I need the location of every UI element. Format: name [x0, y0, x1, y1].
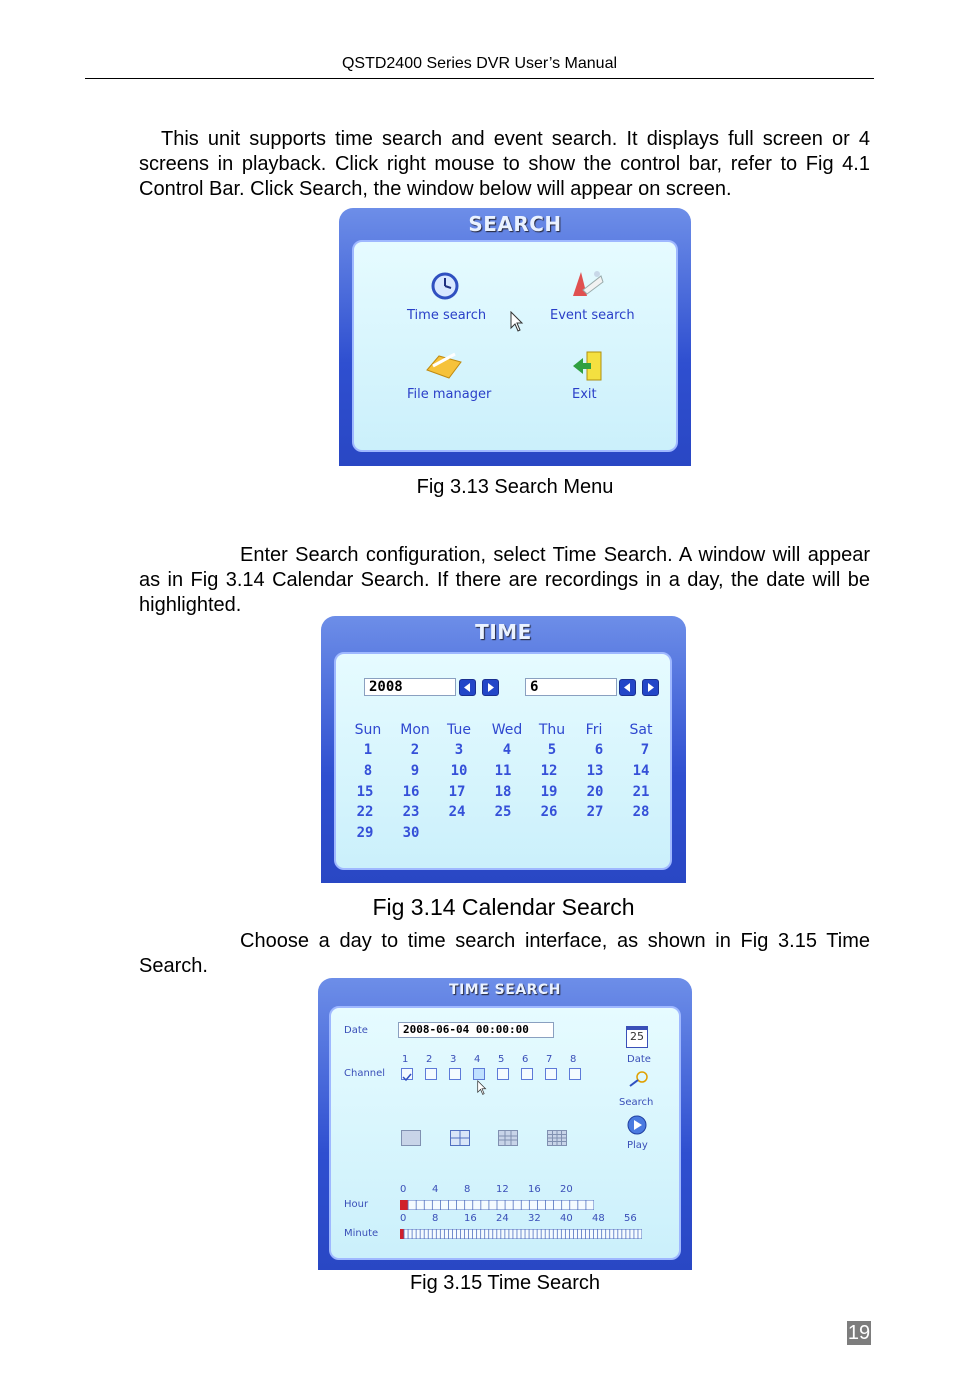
calendar-day[interactable]: 6: [594, 742, 604, 758]
time-search-window: [318, 978, 692, 1270]
weekday-header: Sat: [629, 722, 653, 738]
calendar-day[interactable]: 25: [494, 804, 512, 820]
layout-single-icon[interactable]: [401, 1130, 421, 1146]
paragraph-time-search: Choose a day to time search interface, as shown in Fig 3.15 Time Search.: [139, 930, 870, 977]
layout-quad-icon[interactable]: [450, 1130, 470, 1146]
calendar-day[interactable]: 8: [363, 763, 373, 779]
calendar-day-number: 25: [630, 1030, 644, 1043]
date-time-field[interactable]: 2008-06-04 00:00:00: [398, 1022, 554, 1038]
file-manager-icon[interactable]: [425, 348, 463, 380]
year-field[interactable]: 2008: [364, 678, 456, 696]
channel-checkbox[interactable]: [473, 1068, 485, 1080]
hour-tick: 4: [432, 1184, 439, 1195]
exit-icon[interactable]: [571, 350, 605, 382]
minute-tick: 56: [624, 1213, 637, 1224]
calendar-day[interactable]: 30: [402, 825, 420, 841]
calendar-day[interactable]: 15: [356, 784, 374, 800]
mouse-cursor-icon: [510, 311, 524, 338]
calendar-day[interactable]: 17: [448, 784, 466, 800]
calendar-day[interactable]: 22: [356, 804, 374, 820]
weekday-header: Mon: [400, 722, 430, 738]
minute-label: Minute: [344, 1228, 379, 1239]
calendar-day[interactable]: 2: [410, 742, 420, 758]
channel-number: 6: [522, 1054, 529, 1065]
calendar-day[interactable]: 12: [540, 763, 558, 779]
window-title: SEARCH: [468, 212, 562, 236]
weekday-header: Tue: [447, 722, 471, 738]
minute-tick: 24: [496, 1213, 509, 1224]
channel-checkbox[interactable]: [521, 1068, 533, 1080]
calendar-day[interactable]: 20: [586, 784, 604, 800]
hour-tick: 8: [464, 1184, 471, 1195]
header-text: QSTD2400 Series DVR User’s Manual: [341, 55, 618, 72]
timeline-cursor: [400, 1229, 404, 1239]
figure-caption: Fig 3.15 Time Search: [409, 1272, 601, 1294]
calendar-day[interactable]: 28: [632, 804, 650, 820]
channel-number: 7: [546, 1054, 553, 1065]
channel-number: 1: [402, 1054, 409, 1065]
channel-number: 2: [426, 1054, 433, 1065]
date-button[interactable]: Date: [627, 1054, 651, 1065]
month-prev-button[interactable]: [619, 679, 636, 696]
figure-caption: Fig 3.14 Calendar Search: [372, 894, 635, 920]
calendar-day[interactable]: 9: [410, 763, 420, 779]
calendar-day[interactable]: 13: [586, 763, 604, 779]
minute-timeline[interactable]: [400, 1226, 642, 1244]
calendar-day[interactable]: 10: [450, 763, 468, 779]
timeline-cursor: [400, 1200, 408, 1210]
channel-checkbox[interactable]: [497, 1068, 509, 1080]
exit-button[interactable]: Exit: [572, 387, 597, 402]
paragraph-calendar: Enter Search configuration, select Time Search. A window will appear as in Fig 3.14 Calendar Search. If there are recordings in a day, the date will be highlighted.: [139, 544, 870, 616]
layout-sixteen-icon[interactable]: [547, 1130, 567, 1146]
event-search-icon[interactable]: [569, 268, 605, 300]
month-next-button[interactable]: [642, 679, 659, 696]
month-field[interactable]: 6: [525, 678, 617, 696]
search-menu-window: [339, 208, 691, 466]
channel-checkbox[interactable]: [425, 1068, 437, 1080]
channel-checkbox[interactable]: [401, 1068, 413, 1080]
weekday-header: Fri: [585, 722, 603, 738]
search-menu-panel: [352, 240, 678, 452]
hour-tick: 16: [528, 1184, 541, 1195]
mouse-cursor-icon: [477, 1080, 487, 1101]
minute-tick: 16: [464, 1213, 477, 1224]
minute-tick: 8: [432, 1213, 439, 1224]
hour-tick: 20: [560, 1184, 573, 1195]
minute-tick: 40: [560, 1213, 573, 1224]
calendar-day[interactable]: 16: [402, 784, 420, 800]
window-title: TIME SEARCH: [449, 982, 561, 998]
channel-checkbox[interactable]: [545, 1068, 557, 1080]
calendar-icon[interactable]: [626, 1026, 648, 1048]
search-button[interactable]: Search: [619, 1097, 654, 1108]
year-prev-button[interactable]: [459, 679, 476, 696]
layout-nine-icon[interactable]: [498, 1130, 518, 1146]
calendar-day[interactable]: 3: [454, 742, 464, 758]
search-icon[interactable]: [626, 1070, 650, 1093]
calendar-day[interactable]: 23: [402, 804, 420, 820]
minute-tick: 48: [592, 1213, 605, 1224]
paragraph-intro: This unit supports time search and event search. It displays full screen or 4 screens in playback. Click right mouse to show the control bar, refer to Fig 4.1 Control Bar. Click Search, the window below will appear on screen.: [139, 128, 870, 200]
figure-caption: Fig 3.13 Search Menu: [416, 476, 614, 498]
calendar-day[interactable]: 19: [540, 784, 558, 800]
calendar-day[interactable]: 11: [494, 763, 512, 779]
calendar-day[interactable]: 4: [502, 742, 512, 758]
file-manager-button[interactable]: File manager: [407, 387, 492, 402]
calendar-day[interactable]: 24: [448, 804, 466, 820]
channel-number: 8: [570, 1054, 577, 1065]
calendar-window: [321, 616, 686, 883]
page-header: [85, 55, 874, 79]
channel-checkbox[interactable]: [449, 1068, 461, 1080]
minute-tick: 32: [528, 1213, 541, 1224]
calendar-day[interactable]: 7: [640, 742, 650, 758]
calendar-day[interactable]: 5: [547, 742, 557, 758]
event-search-button[interactable]: Event search: [550, 308, 635, 323]
channel-number: 4: [474, 1054, 481, 1065]
play-button[interactable]: Play: [627, 1140, 648, 1151]
channel-label: Channel: [344, 1068, 386, 1079]
time-search-button[interactable]: Time search: [407, 308, 487, 323]
channel-number: 5: [498, 1054, 505, 1065]
weekday-header: Wed: [491, 722, 523, 738]
minute-tick: 0: [400, 1213, 407, 1224]
channel-checkbox[interactable]: [569, 1068, 581, 1080]
date-label: Date: [344, 1025, 368, 1036]
weekday-header: Thu: [538, 722, 566, 738]
hour-tick: 0: [400, 1184, 407, 1195]
calendar-day[interactable]: 27: [586, 804, 604, 820]
channel-number: 3: [450, 1054, 457, 1065]
calendar-day[interactable]: 21: [632, 784, 650, 800]
hour-tick: 12: [496, 1184, 509, 1195]
hour-label: Hour: [344, 1199, 369, 1210]
weekday-header: Sun: [354, 722, 382, 738]
window-title: TIME: [475, 620, 532, 644]
clock-icon[interactable]: [431, 272, 459, 300]
calendar-day[interactable]: 14: [632, 763, 650, 779]
calendar-day[interactable]: 18: [494, 784, 512, 800]
calendar-day[interactable]: 29: [356, 825, 374, 841]
page-number: 19: [847, 1322, 871, 1344]
year-next-button[interactable]: [482, 679, 499, 696]
calendar-day[interactable]: 1: [363, 742, 373, 758]
play-icon[interactable]: [627, 1115, 647, 1140]
calendar-day[interactable]: 26: [540, 804, 558, 820]
